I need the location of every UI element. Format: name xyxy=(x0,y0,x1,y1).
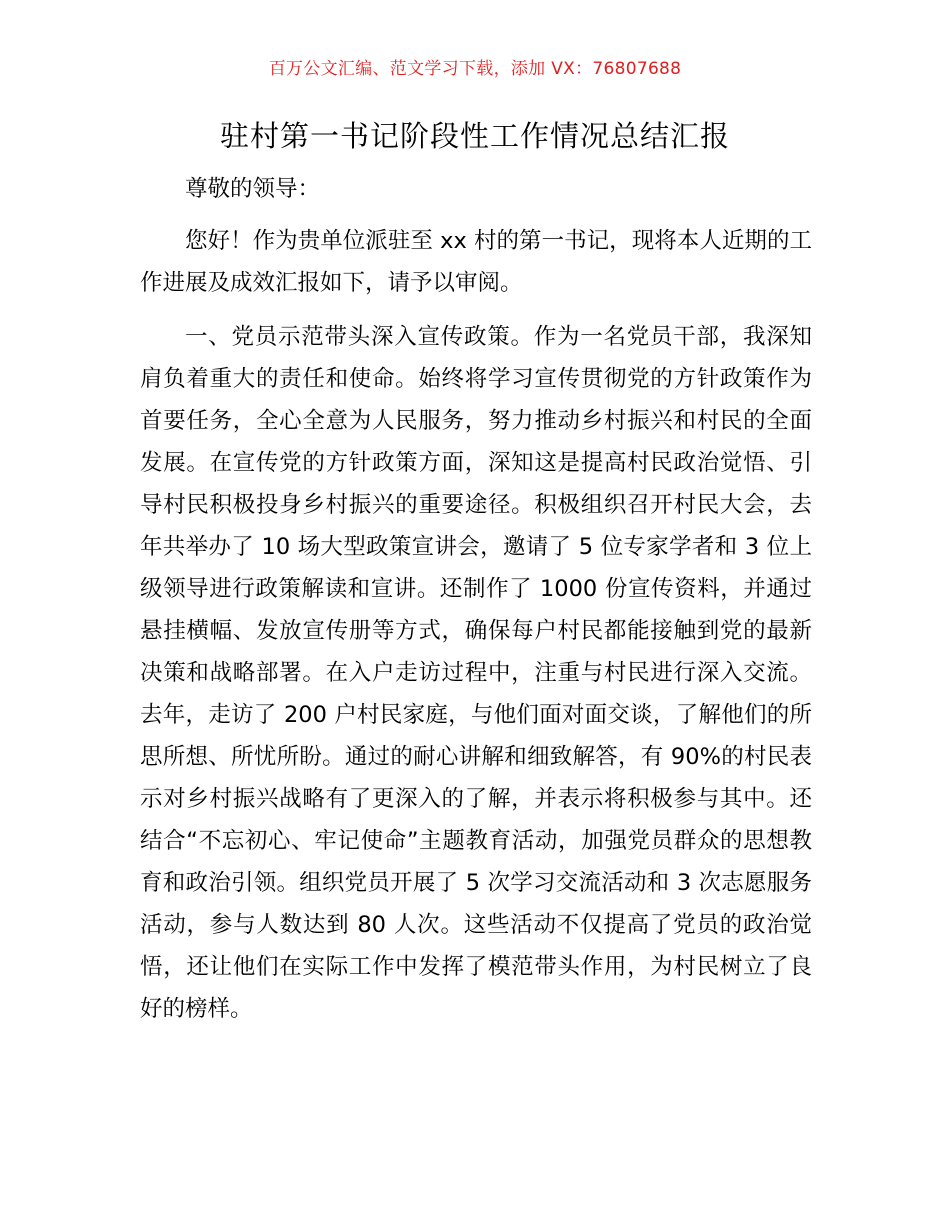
header-watermark-note: 百万公文汇编、范文学习下载，添加 VX：76807688 xyxy=(268,59,682,79)
document-body xyxy=(140,168,812,1032)
document-title: 驻村第一书记阶段性工作情况总结汇报 xyxy=(219,119,730,153)
salutation-paragraph: 尊敬的领导： xyxy=(185,176,321,202)
intro-paragraph: 您好！作为贵单位派驻至 xx 村的第一书记，现将本人近期的工作进展及成效汇报如下，请予以审阅。 xyxy=(140,228,812,296)
section-one-paragraph: 一、党员示范带头深入宣传政策。作为一名党员干部，我深知肩负着重大的责任和使命。始终将学习宣传贯彻党的方针政策作为首要任务，全心全意为人民服务，努力推动乡村振兴和村民的全面发展。在宣传党的方针政策方面，深知这是提高村民政治觉悟、引导村民积极投身乡村振兴的重要途径。积极组织召开村民大会，去年共举办了 10 场大型政策宣讲会，邀请了 5 位专家学者和 3 位上级领导进行政策解读和宣讲。还制作了 1000 份宣传资料，并通过悬挂横幅、发放宣传册等方式，确保每户村民都能接触到党的最新决策和战略部署。在入户走访过程中，注重与村民进行深入交流。去年，走访了 200 户村民家庭，与他们面对面交谈，了解他们的所思所想、所忧所盼。通过的耐心讲解和细致解答，有 90%的村民表示对乡村振兴战略有了更深入的了解，并表示将积极参与其中。还结合“不忘初心、牢记使命”主题教育活动，加强党员群众的思想教育和政治引领。组织党员开展了 5 次学习交流活动和 3 次志愿服务活动，参与人数达到 80 人次。这些活动不仅提高了党员的政治觉悟，还让他们在实际工作中发挥了模范带头作用，为村民树立了良好的榜样。 xyxy=(140,324,812,1022)
